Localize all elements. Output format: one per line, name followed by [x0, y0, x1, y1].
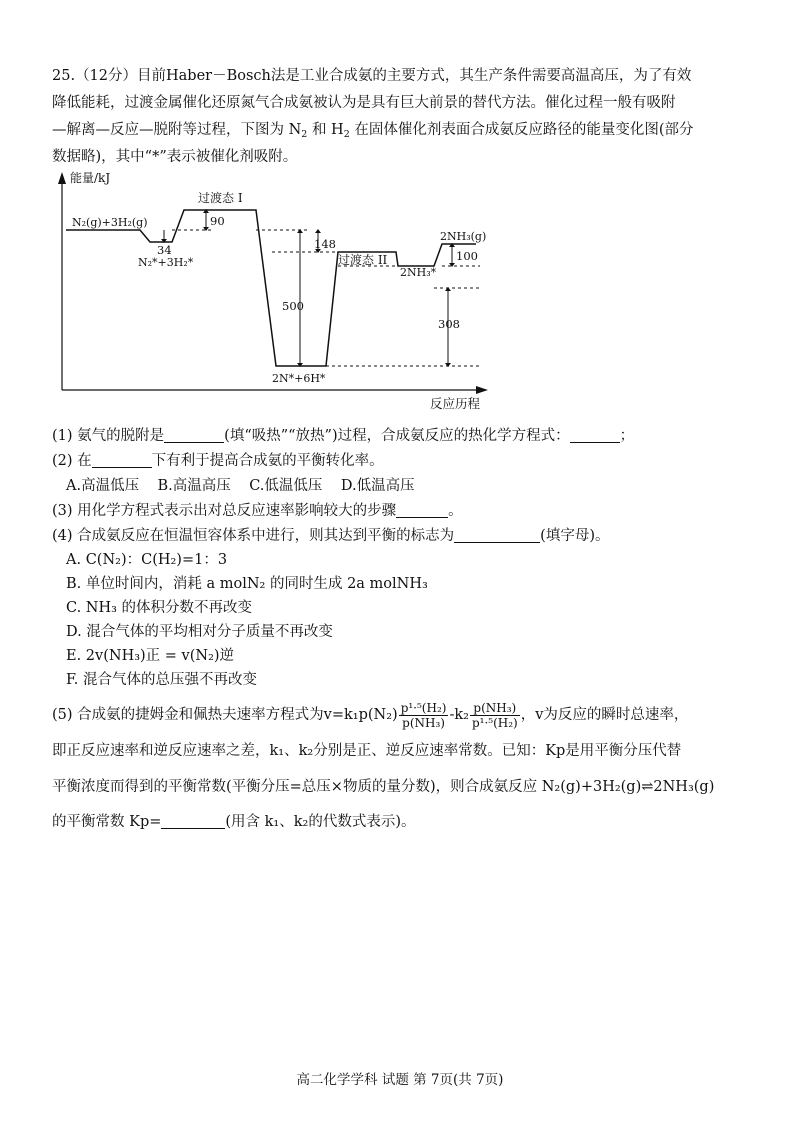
fraction-2-denominator: p¹·⁵(H₂): [471, 715, 518, 730]
nh3-gas-label: 2NH₃(g): [440, 230, 487, 243]
ts2-label: 过渡态 II: [338, 253, 388, 267]
rate-fraction-1: [399, 701, 449, 730]
q2-option-b[interactable]: B.高温高压: [157, 478, 231, 494]
q1-line: [52, 425, 634, 447]
q5-line-4: [52, 811, 416, 833]
q5-blank[interactable]: [161, 812, 225, 829]
desorption-value: 100: [456, 249, 478, 263]
q2-option-d[interactable]: D.低温高压: [340, 478, 415, 494]
q5-line-1: [52, 698, 688, 732]
q4-option-d[interactable]: D. 混合气体的平均相对分子质量不再改变: [66, 624, 333, 640]
nh3-formation-value: 308: [438, 317, 460, 331]
q5-text-part3: 的平衡常数 Kp=: [52, 814, 162, 830]
q4-option-f[interactable]: F. 混合气体的总压强不再改变: [66, 672, 258, 688]
q2-line: [52, 450, 384, 472]
question-score: （12分）: [75, 68, 138, 84]
nh3-adsorbed-label: 2NH₃*: [400, 266, 437, 279]
q5-minus-k2: -k₂: [449, 707, 469, 723]
q3-line: [52, 500, 463, 522]
q1-blank-2[interactable]: [570, 426, 620, 443]
q4-text-part1: (4) 合成氨反应在恒温恒容体系中进行，则其达到平衡的标志为: [52, 528, 455, 544]
q5-line-2: 即正反应速率和逆反应速率之差，k₁、k₂分别是正、逆反应速率常数。已知：Kp是用平衡分压代替: [52, 743, 682, 759]
intro-text: —解离—反应—脱附等过程，下图为: [52, 122, 284, 138]
q2-text-part1: (2) 在: [52, 453, 92, 469]
question-intro-line-3: —解离—反应—脱附等过程，下图为 $N_2$ 和 $H_2$ 在固体催化剂表面合成氨反应路径的能量变化图(部分: [52, 122, 694, 140]
question-intro-line-4: 数据略)，其中“*”表示被催化剂吸附。: [52, 149, 298, 165]
y-axis-label: 能量/kJ: [70, 171, 111, 185]
adsorption-value: 34: [157, 243, 172, 257]
ts1-gap-value: 90: [210, 214, 225, 228]
q3-blank[interactable]: [396, 501, 448, 518]
question-number: 25.: [52, 68, 76, 84]
q2-option-a[interactable]: A.高温低压: [66, 478, 140, 494]
ts1-label: 过渡态 I: [198, 191, 243, 205]
q4-option-e[interactable]: E. 2v(NH₃)正 = v(N₂)逆: [66, 648, 235, 664]
energy-profile-curve: [66, 210, 476, 366]
fraction-1-numerator: p¹·⁵(H₂): [400, 700, 447, 715]
q2-options: [66, 475, 415, 497]
q4-line: [52, 525, 609, 547]
x-axis-label: 反应历程: [430, 396, 481, 411]
dissociated-label: 2N*+6H*: [272, 372, 326, 385]
intro-text: 目前Haber－Bosch法是工业合成氨的主要方式，其生产条件需要高温高压，为了有效: [137, 68, 692, 84]
q5-text-part2: ，v为反应的瞬时总速率，: [520, 707, 689, 723]
q3-text-part1: (3) 用化学方程式表示出对总反应速率影响较大的步骤: [52, 503, 397, 519]
dissociation-value: 500: [282, 299, 304, 313]
q1-text-part1: (1) 氨气的脱附是: [52, 428, 165, 444]
q2-option-c[interactable]: C.低温低压: [249, 478, 323, 494]
energy-profile-diagram: [56, 168, 496, 416]
fraction-2-numerator: p(NH₃): [470, 701, 520, 716]
q4-blank[interactable]: [454, 526, 540, 543]
rate-fraction-2: [470, 701, 520, 730]
q3-text-part2: 。: [448, 503, 463, 519]
q4-option-b[interactable]: B. 单位时间内，消耗 a molN₂ 的同时生成 2a molNH₃: [66, 576, 428, 592]
q5-text-part1: (5) 合成氨的捷姆金和佩热夫速率方程式为v=k₁p(N₂): [52, 707, 398, 723]
question-intro-line-2: 降低能耗，过渡金属催化还原氮气合成氨被认为是具有巨大前景的替代方法。催化过程一般有吸附: [52, 95, 676, 111]
q1-blank-1[interactable]: [164, 426, 224, 443]
q2-text-part2: 下有利于提高合成氨的平衡转化率。: [151, 453, 384, 469]
y-axis-arrow: [58, 172, 66, 184]
q2-blank[interactable]: [92, 451, 152, 468]
q5-line-3: 平衡浓度而得到的平衡常数(平衡分压=总压×物质的量分数)，则合成氨反应 N₂(g)+3H₂(g)⇌2NH₃(g): [52, 779, 715, 795]
q1-text-part2: (填“吸热”“放热”)过程，合成氨反应的热化学方程式：: [224, 428, 570, 444]
q4-option-a[interactable]: A. C(N₂)：C(H₂)=1：3: [66, 552, 228, 568]
q1-text-part3: ；: [619, 428, 635, 444]
intro-text: 在固体催化剂表面合成氨反应路径的能量变化图(部分: [354, 122, 694, 138]
q4-text-part2: (填字母)。: [540, 528, 610, 544]
ts2-gap-value: 148: [314, 237, 336, 251]
q5-text-part4: (用含 k₁、k₂的代数式表示)。: [225, 814, 416, 830]
q4-option-c[interactable]: C. NH₃ 的体积分数不再改变: [66, 600, 253, 616]
fraction-1-denominator: p(NH₃): [402, 715, 445, 730]
page-footer: 高二化学学科 试题 第 7页(共 7页): [296, 1072, 504, 1088]
question-intro-line-1: [52, 65, 691, 87]
adsorbed-label: N₂*+3H₂*: [138, 256, 194, 269]
x-axis-arrow: [476, 386, 488, 394]
reactants-label: N₂(g)+3H₂(g): [72, 216, 148, 229]
